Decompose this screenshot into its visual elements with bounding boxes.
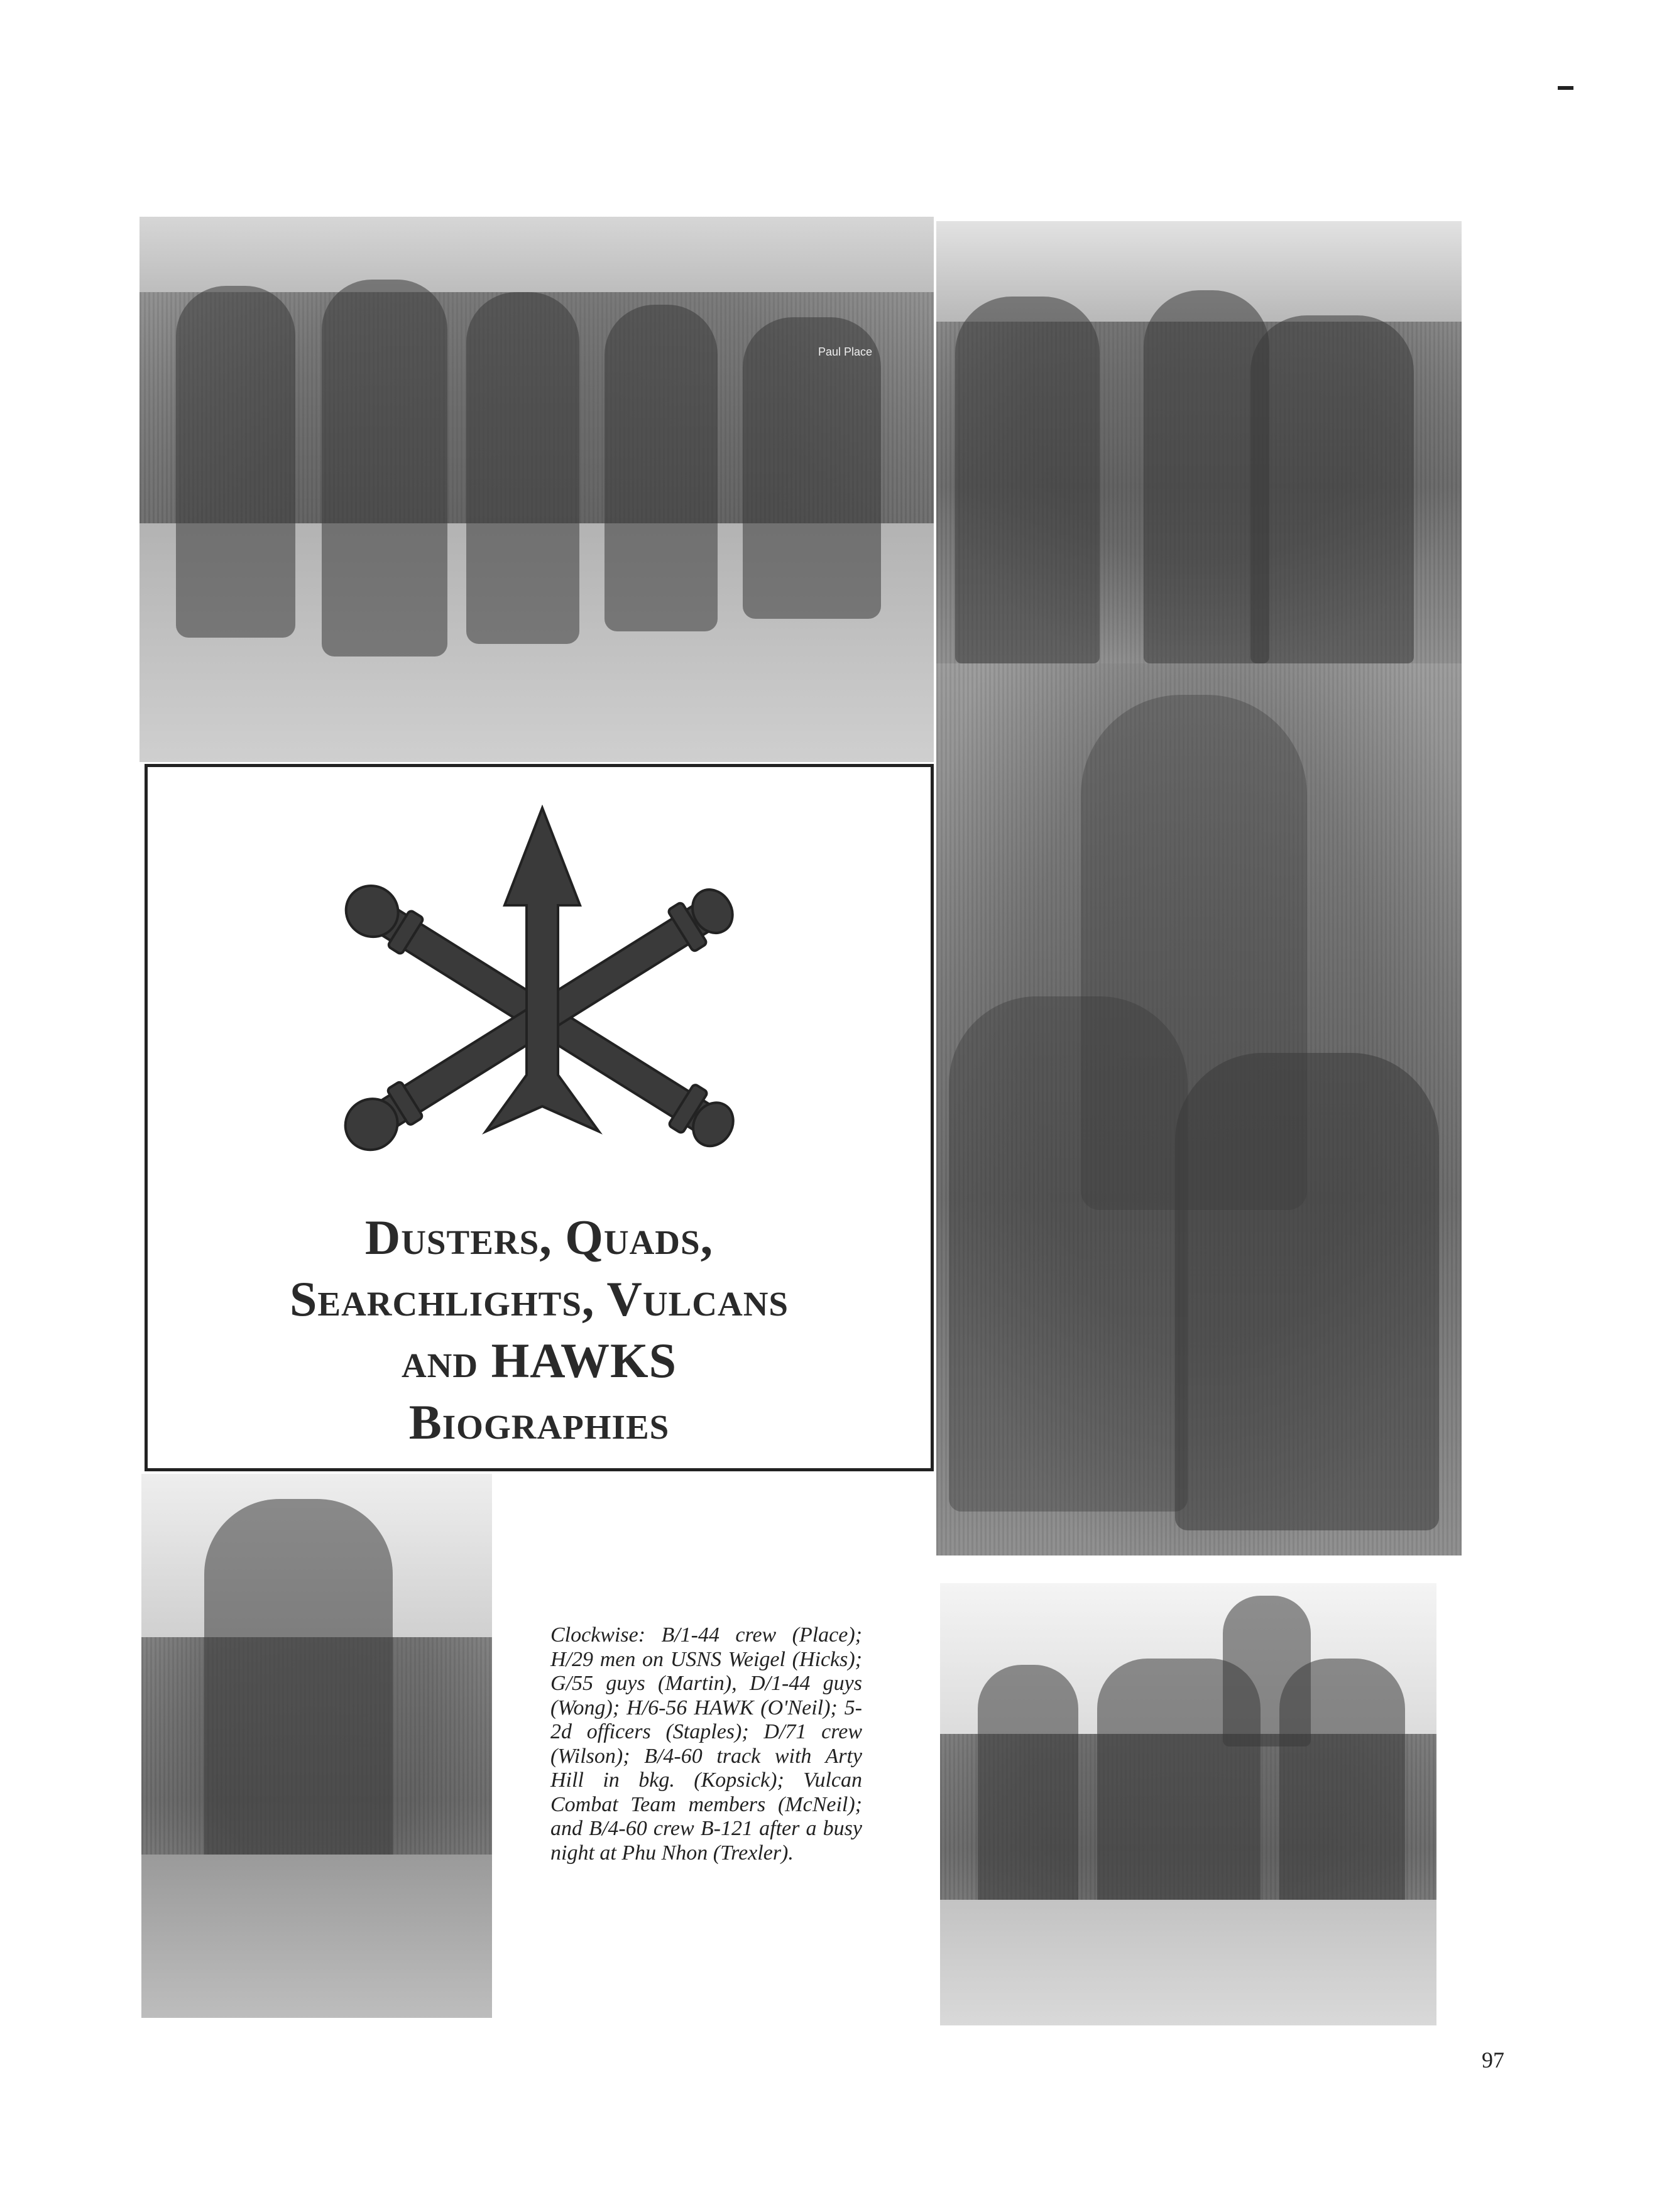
- photo-ship-soldiers: [936, 221, 1462, 663]
- section-title: [148, 1207, 931, 1453]
- photo-crew-b121: [940, 1583, 1436, 2025]
- title-panel: [145, 764, 934, 1471]
- photo-helmet-soldier: [141, 1474, 492, 2018]
- photo-three-men: [936, 663, 1462, 1555]
- photo-caption: Clockwise: B/1-44 crew (Place); H/29 men on USNS Weigel (Hicks); G/55 guys (Martin), D/1-44 guys (Wong); H/6-56 HAWK (O'Neil); 5-2d officers (Staples); D/71 crew (Wilson); B/4-60 track with Arty Hill in bkg. (Kopsick); Vulcan Combat Team members (McNeil); and B/4-60 crew B-121 after a busy night at Phu Nhon (Trexler).: [550, 1623, 862, 1865]
- page-number: 97: [1482, 2047, 1504, 2073]
- title-line-2: Searchlights, Vulcans: [290, 1272, 789, 1326]
- title-line-3: and HAWKS: [401, 1333, 677, 1388]
- photo-crew-seated: [140, 217, 934, 762]
- title-line-1: Dusters, Quads,: [364, 1210, 714, 1265]
- title-line-4: Biographies: [408, 1395, 670, 1449]
- air-defense-artillery-insignia-icon: [304, 805, 781, 1157]
- margin-mark: [1558, 86, 1573, 90]
- photo-credit: Paul Place: [818, 346, 873, 358]
